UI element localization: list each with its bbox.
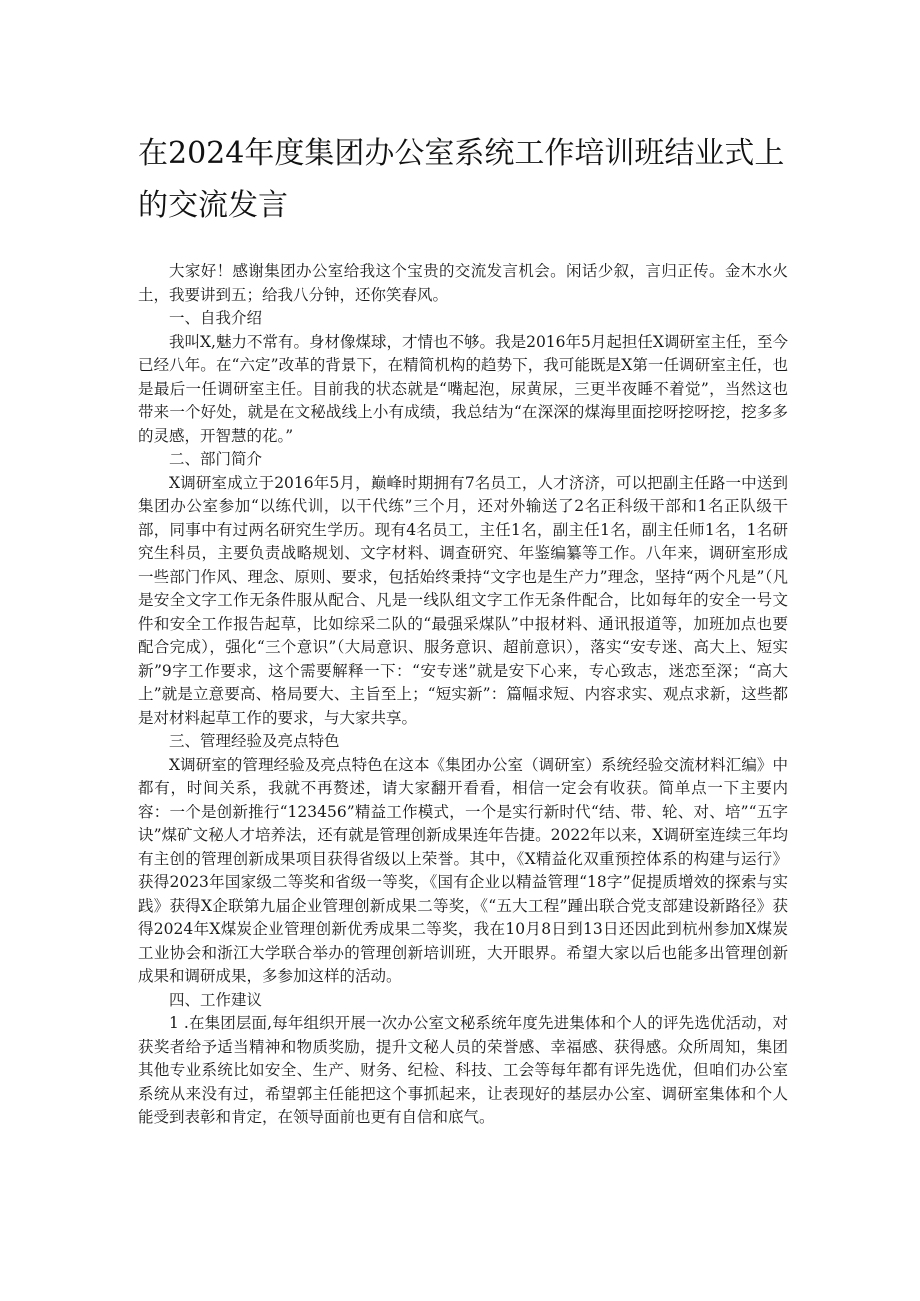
section-heading-management: 三、管理经验及亮点特色 <box>169 732 340 750</box>
paragraph-management: X调研室的管理经验及亮点特色在这本《集团办公室（调研室）系统经验交流材料汇编》中都有，时间关系，我就不再赘述，请大家翻开看看，相信一定会有收获。简单点一下主要内容：一个是创新推行“123456”精益工作模式，一个是实行新时代“结、带、轮、对、培”“五字诀”煤矿文秘人才培养法，还有就是管理创新成果连年告捷。2022年以来，X调研室连续三年均有主创的管理创新成果项目获得省级以上荣誉。其中，《X精益化双重预控体系的构建与运行》获得2023年国家级二等奖和省级一等奖，《国有企业以精益管理“18字”促提质增效的探索与实践》获得X企联第九届企业管理创新成果二等奖，《“五大工程”踵出联合党支部建设新路径》获得2024年X煤炭企业管理创新优秀成果二等奖，我在10月8日到13日还因此到杭州参加X煤炭工业协会和浙江大学联合举办的管理创新培训班，大开眼界。希望大家以后也能多出管理创新成果和调研成果，多参加这样的活动。 <box>138 755 788 985</box>
paragraph-department: X调研室成立于2016年5月，巅峰时期拥有7名员工，人才济济，可以把副主任路一中送到集团办公室参加“以练代训，以干代练”三个月，还对外输送了2名正科级干部和1名正队级干部，同事中有过两名研究生学历。现有4名员工，主任1名，副主任1名，副主任师1名，1名研究生科员，主要负责战略规划、文字材料、调查研究、年鉴编纂等工作。八年来，调研室形成一些部门作风、理念、原则、要求，包括始终秉持“文字也是生产力”理念，坚持“两个凡是”（凡是安全文字工作无条件服从配合、凡是一线队组文字工作无条件配合，比如每年的安全一号文件和安全工作报告起草，比如综采二队的“最强采煤队”中报材料、通讯报道等，加班加点也要配合完成），强化“三个意识”（大局意识、服务意识、超前意识），落实“安专迷、高大上、短实新”9字工作要求，这个需要解释一下：“安专迷”就是安下心来，专心致志，迷恋至深；“高大上”就是立意要高、格局要大、主旨至上；“短实新”：篇幅求短、内容求实、观点求新，这些都是对材料起草工作的要求，与大家共享。 <box>138 473 788 727</box>
section-heading-self-intro: 一、自我介绍 <box>169 309 263 327</box>
paragraph-self-intro: 我叫X,魅力不常有。身材像煤球，才情也不够。我是2016年5月起担任X调研室主任，至今已经八年。在“六定”改革的背景下，在精简机构的趋势下，我可能既是X第一任调研室主任，也是最后一任调研室主任。目前我的状态就是“嘴起泡，尿黄尿，三更半夜睡不着觉”，当然这也带来一个好处，就是在文秘战线上小有成绩，我总结为“在深深的煤海里面挖呀挖呀挖，挖多多的灵感，开智慧的花。” <box>138 332 788 445</box>
section-heading-department: 二、部门简介 <box>169 450 263 468</box>
paragraph-suggestion-1: 1 .在集团层面,每年组织开展一次办公室文秘系统年度先进集体和个人的评先选优活动，对获奖者给予适当精神和物质奖励，提升文秘人员的荣誉感、幸福感、获得感。众所周知，集团其他专业系统比如安全、生产、财务、纪检、科技、工会等每年都有评先选优，但咱们办公室系统从来没有过，希望郭主任能把这个事抓起来，让表现好的基层办公室、调研室集体和个人能受到表彰和肯定，在领导面前也更有自信和底气。 <box>138 1014 788 1126</box>
section-heading-suggestions: 四、工作建议 <box>169 990 263 1009</box>
document-title: 在2024年度集团办公室系统工作培训班结业式上的交流发言 <box>138 136 785 223</box>
document-page <box>138 128 788 1130</box>
opening-paragraph: 大家好！感谢集团办公室给我这个宝贵的交流发言机会。闲话少叙，言归正传。金木水火土，我要讲到五；给我八分钟，还你笑春风。 <box>138 262 788 304</box>
